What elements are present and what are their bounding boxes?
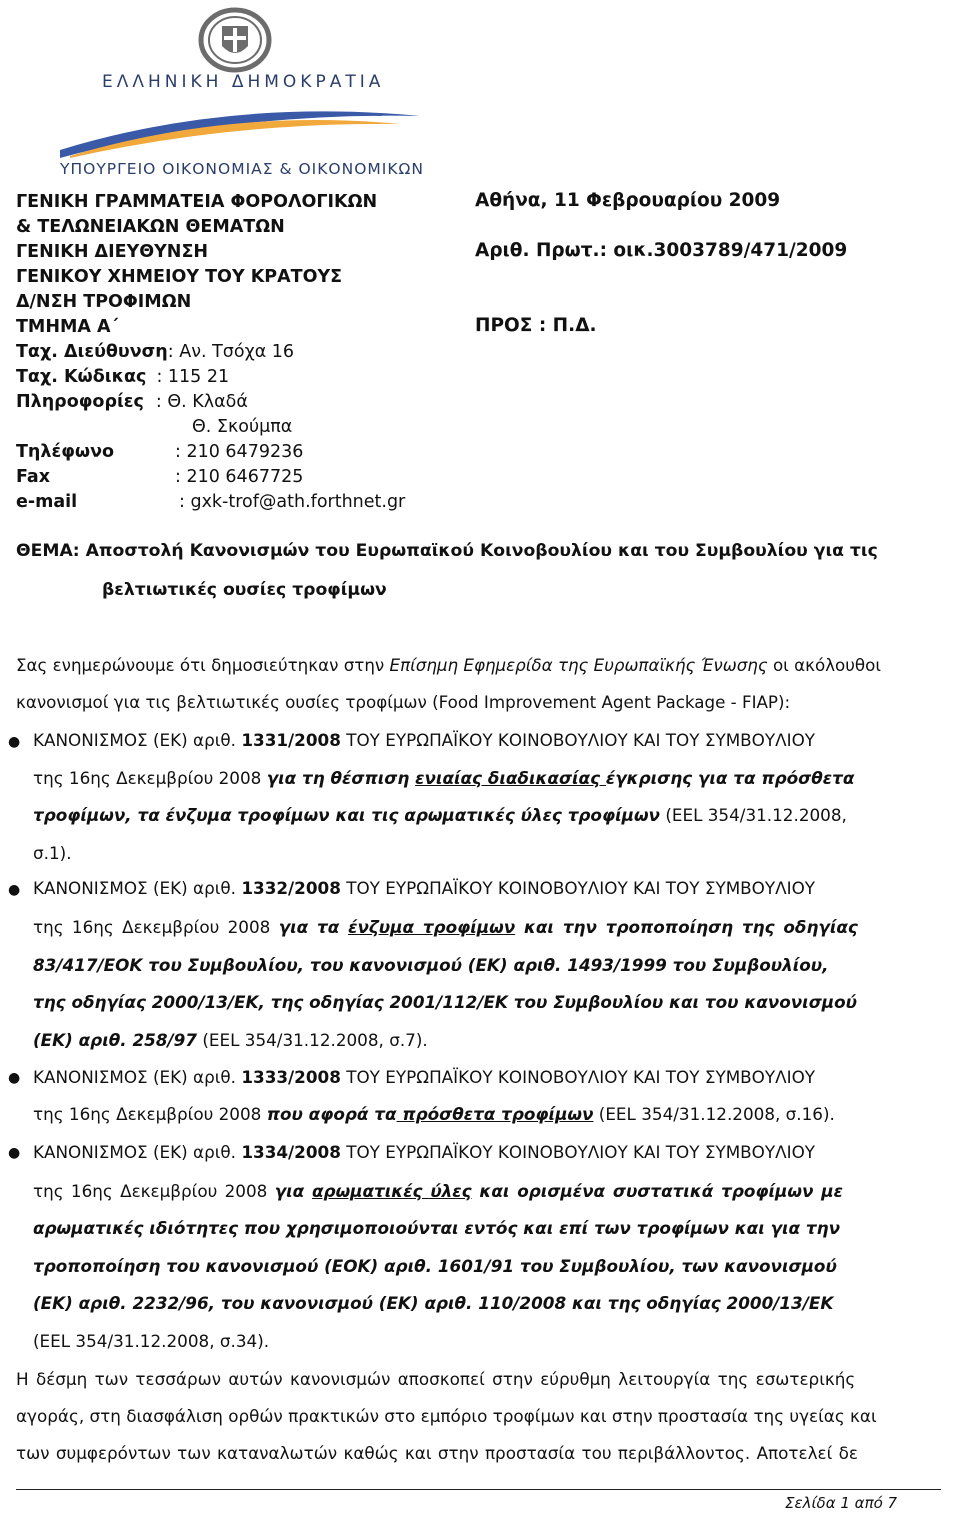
- regulation-3-line-1: [33, 1067, 815, 1087]
- dept-line: & ΤΕΛΩΝΕΙΑΚΩΝ ΘΕΜΑΤΩΝ: [16, 217, 285, 237]
- regulation-2-line-3: 83/417/ΕΟΚ του Συμβουλίου, του κανονισμού (ΕΚ) αριθ. 1493/1999 του Συμβουλίου,: [33, 955, 829, 975]
- regulation-4-line-1: [33, 1142, 815, 1162]
- bullet-icon: ●: [8, 1070, 21, 1086]
- regulation-2-line-2: [33, 917, 858, 937]
- reg-text: της 16ης Δεκεμβρίου 2008: [33, 1104, 267, 1124]
- regulation-4-line-4: τροποποίηση του κανονισμού (ΕΟΚ) αριθ. 1601/91 του Συμβουλίου, των κανονισμού: [33, 1256, 837, 1276]
- postal-label: Ταχ. Κώδικας: [16, 367, 147, 387]
- reg-number: 1331/2008: [241, 730, 341, 750]
- regulation-4-line-6: (ΕΕL 354/31.12.2008, σ.34).: [33, 1331, 270, 1351]
- reg-text: ΚΑΝΟΝΙΣΜΟΣ (ΕΚ) αριθ.: [33, 730, 242, 750]
- reg-title-underlined: ένζυμα τροφίμων: [348, 917, 516, 937]
- phone-value: : 210 6479236: [175, 442, 304, 462]
- regulation-4-line-5: (ΕΚ) αριθ. 2232/96, του κανονισμού (ΕΚ) αριθ. 110/2008 και της οδηγίας 2000/13/ΕΚ: [33, 1293, 834, 1313]
- intro-line-2: κανονισμοί για τις βελτιωτικές ουσίες τροφίμων (Food Improvement Agent Package - FIAP):: [16, 692, 791, 712]
- email-value[interactable]: : gxk-trof@ath.forthnet.gr: [179, 492, 406, 512]
- subject-line-2: βελτιωτικές ουσίες τροφίμων: [102, 580, 387, 600]
- regulation-4-line-3: αρωματικές ιδιότητες που χρησιμοποιούνται εντός και επί των τροφίμων και για την: [33, 1218, 841, 1238]
- fax-value: : 210 6467725: [175, 467, 304, 487]
- fax-label: Fax: [16, 467, 51, 487]
- intro-text: οι ακόλουθοι: [767, 655, 881, 675]
- reg-text: ΤΟΥ ΕΥΡΩΠΑΪΚΟΥ ΚΟΙΝΟΒΟΥΛΙΟΥ ΚΑΙ ΤΟΥ ΣΥΜΒΟΥΛΙΟΥ: [340, 1142, 816, 1162]
- document-date: Αθήνα, 11 Φεβρουαρίου 2009: [475, 190, 781, 211]
- dept-line: ΤΜΗΜΑ Α΄: [16, 317, 119, 337]
- greek-emblem-icon: [195, 4, 275, 74]
- reg-title: για τα: [278, 917, 349, 937]
- regulation-1-line-3: [33, 805, 847, 825]
- footer-rule: [16, 1489, 941, 1490]
- regulation-2-line-1: [33, 878, 815, 898]
- reg-text: ΤΟΥ ΕΥΡΩΠΑΪΚΟΥ ΚΟΙΝΟΒΟΥΛΙΟΥ ΚΑΙ ΤΟΥ ΣΥΜΒΟΥΛΙΟΥ: [340, 878, 816, 898]
- postal-value: : 115 21: [156, 367, 230, 387]
- regulation-1-line-4: σ.1).: [33, 843, 72, 863]
- reg-number: 1333/2008: [241, 1067, 341, 1087]
- bullet-icon: ●: [8, 882, 21, 898]
- reg-reference: (ΕΕL 354/31.12.2008, σ.7).: [197, 1030, 428, 1050]
- reg-text: ΚΑΝΟΝΙΣΜΟΣ (ΕΚ) αριθ.: [33, 878, 242, 898]
- republic-name: ΕΛΛΗΝΙΚΗ ΔΗΜΟΚΡΑΤΙΑ: [102, 72, 385, 92]
- reg-title: τροφίμων, τα ένζυμα τροφίμων και τις αρωματικές ύλες τροφίμων: [33, 805, 660, 825]
- regulation-4-line-2: [33, 1181, 843, 1201]
- address-label: Ταχ. Διεύθυνση: [16, 342, 168, 362]
- dept-line: ΓΕΝΙΚΗ ΔΙΕΥΘΥΝΣΗ: [16, 242, 209, 262]
- dept-line: ΓΕΝΙΚΟΥ ΧΗΜΕΙΟΥ ΤΟΥ ΚΡΑΤΟΥΣ: [16, 267, 343, 287]
- department-block: [16, 190, 377, 340]
- reg-reference: (ΕΕL 354/31.12.2008, σ.16).: [593, 1104, 835, 1124]
- ministry-name: ΥΠΟΥΡΓΕΙΟ ΟΙΚΟΝΟΜΙΑΣ & ΟΙΚΟΝΟΜΙΚΩΝ: [60, 160, 424, 178]
- info-value-2: Θ. Σκούμπα: [192, 417, 293, 437]
- email-label: e-mail: [16, 492, 78, 512]
- reg-title: και ορισμένα συστατικά τροφίμων με: [471, 1181, 843, 1201]
- subject-line: ΘΕΜΑ: Αποστολή Κανονισμών του Ευρωπαϊκού Κοινοβουλίου και του Συμβουλίου για τις: [16, 541, 878, 561]
- phone-label: Τηλέφωνο: [16, 442, 115, 462]
- reg-title: (ΕΚ) αριθ. 258/97: [33, 1030, 197, 1050]
- reg-title: έγκρισης για τα πρόσθετα: [605, 768, 855, 788]
- reg-reference: (ΕΕL 354/31.12.2008,: [659, 805, 847, 825]
- info-label: Πληροφορίες: [16, 392, 144, 412]
- reg-text: ΤΟΥ ΕΥΡΩΠΑΪΚΟΥ ΚΟΙΝΟΒΟΥΛΙΟΥ ΚΑΙ ΤΟΥ ΣΥΜΒΟΥΛΙΟΥ: [340, 1067, 816, 1087]
- official-journal-name: Επίσημη Εφημερίδα της Ευρωπαϊκής Ένωσης: [389, 655, 768, 675]
- reg-title-underlined: πρόσθετα τροφίμων: [396, 1104, 594, 1124]
- reg-text: ΤΟΥ ΕΥΡΩΠΑΪΚΟΥ ΚΟΙΝΟΒΟΥΛΙΟΥ ΚΑΙ ΤΟΥ ΣΥΜΒΟΥΛΙΟΥ: [340, 730, 816, 750]
- reg-title: και την τροποποίηση της οδηγίας: [515, 917, 858, 937]
- closing-line-2: αγοράς, στη διασφάλιση ορθών πρακτικών στο εμπόριο τροφίμων και στην προστασία της υγείας και: [16, 1406, 877, 1426]
- regulation-1-line-1: [33, 730, 815, 750]
- contact-block: [16, 340, 446, 515]
- closing-line-3: των συμφερόντων των καταναλωτών καθώς και στην προστασία του περιβάλλοντος. Αποτελεί δε: [16, 1443, 858, 1463]
- reg-title-underlined: ενιαίας διαδικασίας: [415, 768, 606, 788]
- dept-line: ΓΕΝΙΚΗ ΓΡΑΜΜΑΤΕΙΑ ΦΟΡΟΛΟΓΙΚΩΝ: [16, 192, 378, 212]
- protocol-number: Αριθ. Πρωτ.: οικ.3003789/471/2009: [475, 240, 848, 261]
- reg-text: ΚΑΝΟΝΙΣΜΟΣ (ΕΚ) αριθ.: [33, 1067, 242, 1087]
- reg-text: της 16ης Δεκεμβρίου 2008: [33, 917, 279, 937]
- address-value: : Αν. Τσόχα 16: [167, 342, 295, 362]
- closing-line-1: Η δέσμη των τεσσάρων αυτών κανονισμών αποσκοπεί στην εύρυθμη λειτουργία της εσωτερικής: [16, 1369, 856, 1389]
- reg-title: για τη θέσπιση: [266, 768, 416, 788]
- regulation-3-line-2: [33, 1104, 835, 1124]
- intro-text: Σας ενημερώνουμε ότι δημοσιεύτηκαν στην: [16, 655, 390, 675]
- regulation-2-line-5: [33, 1030, 428, 1050]
- intro-line-1: [16, 655, 881, 675]
- regulation-1-line-2: [33, 768, 854, 788]
- info-value: : Θ. Κλαδά: [155, 392, 248, 412]
- bullet-icon: ●: [8, 1145, 21, 1161]
- recipient: ΠΡΟΣ : Π.Δ.: [475, 315, 597, 336]
- regulation-2-line-4: της οδηγίας 2000/13/ΕΚ, της οδηγίας 2001/112/ΕΚ του Συμβουλίου και του κανονισμού: [33, 992, 857, 1012]
- dept-line: Δ/ΝΣΗ ΤΡΟΦΙΜΩΝ: [16, 292, 192, 312]
- logo-swoosh-icon: [60, 98, 420, 158]
- bullet-icon: ●: [8, 734, 21, 750]
- reg-number: 1332/2008: [241, 878, 341, 898]
- reg-title: για: [274, 1181, 313, 1201]
- reg-text: της 16ης Δεκεμβρίου 2008: [33, 768, 267, 788]
- logo: [60, 0, 440, 185]
- page-number: Σελίδα 1 από 7: [785, 1494, 898, 1512]
- reg-title: που αφορά τα: [266, 1104, 397, 1124]
- reg-number: 1334/2008: [241, 1142, 341, 1162]
- reg-title-underlined: αρωματικές ύλες: [312, 1181, 472, 1201]
- reg-text: της 16ης Δεκεμβρίου 2008: [33, 1181, 275, 1201]
- reg-text: ΚΑΝΟΝΙΣΜΟΣ (ΕΚ) αριθ.: [33, 1142, 242, 1162]
